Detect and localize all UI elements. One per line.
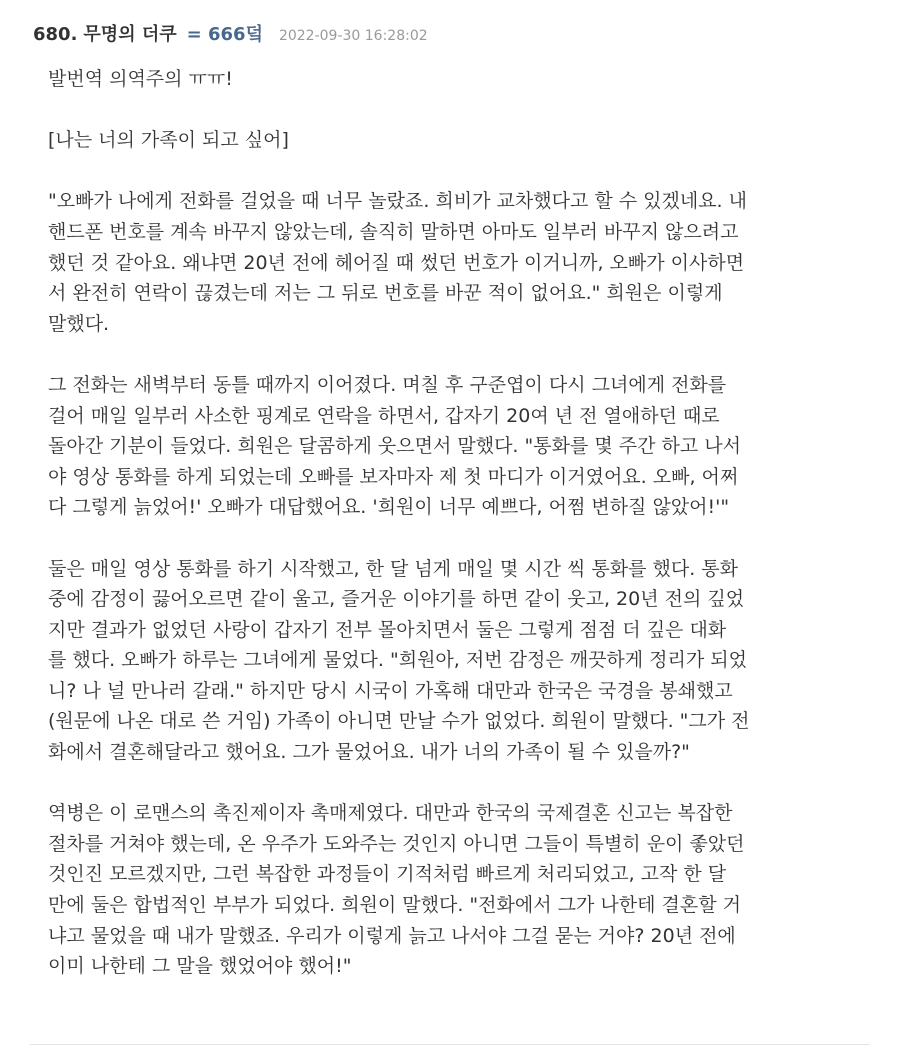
post-paragraph-intro: 발번역 의역주의 ㅠㅠ! xyxy=(48,68,233,90)
post-timestamp: 2022-09-30 16:28:02 xyxy=(278,28,428,44)
post-rating: = 666덬 xyxy=(186,24,263,45)
post-body xyxy=(48,64,878,982)
post-header xyxy=(33,20,428,48)
post-paragraph: 둘은 매일 영상 통화를 하기 시작했고, 한 달 넘게 매일 몇 시간 씩 통화를 했다. 통화 중에 감정이 끓어오르면 같이 울고, 즐거운 이야기를 하면 같이 웃고, 20년 전의 깊었 지만 결과가 없었던 사랑이 갑자기 전부 몰아치면서 둘은 그렇게 점점 더 깊은 대화 를 했다. 오빠가 하루는 그녀에게 물었다. "희원아, 저번 감정은 깨끗하게 정리가 되었 니? 나 널 만나러 갈래." 하지만 당시 시국이 가혹해 대만과 한국은 국경을 봉쇄했고 (원문에 나온 대로 쓴 거임) 가족이 아니면 만날 수가 없었다. 희원이 말했다. "그가 전 화에서 결혼해달라고 했어요. 그가 물었어요. 내가 너의 가족이 될 수 있을까?" xyxy=(48,557,750,764)
post-author: 무명의 더쿠 xyxy=(83,24,177,45)
post-paragraph-title: [나는 너의 가족이 되고 싶어] xyxy=(48,129,289,152)
post-divider xyxy=(30,1044,870,1045)
post-paragraph: "오빠가 나에게 전화를 걸었을 때 너무 놀랐죠. 희비가 교차했다고 할 수 있겠네요. 내 핸드폰 번호를 계속 바꾸지 않았는데, 솔직히 말하면 아마도 일부러 바꾸지 않으려고 했던 것 같아요. 왜냐면 20년 전에 헤어질 때 썼던 번호가 이거니까, 오빠가 이사하면 서 완전히 연락이 끊겼는데 저는 그 뒤로 번호를 바꾼 적이 없어요." 희원은 이렇게 말했다. xyxy=(48,190,747,335)
post-paragraph: 그 전화는 새벽부터 동틀 때까지 이어졌다. 며칠 후 구준엽이 다시 그녀에게 전화를 걸어 매일 일부러 사소한 핑계로 연락을 하면서, 갑자기 20여 년 전 열애하던 때로 돌아간 기분이 들었다. 희원은 달콤하게 웃으면서 말했다. "통화를 몇 주간 하고 나서 야 영상 통화를 하게 되었는데 오빠를 보자마자 제 첫 마디가 이거였어요. 오빠, 어쩌 다 그렇게 늙었어!' 오빠가 대답했어요. '희원이 너무 예쁘다, 어쩜 변하질 않았어!'" xyxy=(48,373,741,519)
post-paragraph: 역병은 이 로맨스의 촉진제이자 촉매제였다. 대만과 한국의 국제결혼 신고는 복잡한 절차를 거쳐야 했는데, 온 우주가 도와주는 것인지 아니면 그들이 특별히 운이 좋았던 것인진 모르겠지만, 그런 복잡한 과정들이 기적처럼 빠르게 처리되었고, 고작 한 달 만에 둘은 합법적인 부부가 되었다. 희원이 말했다. "전화에서 그가 나한테 결혼할 거 냐고 물었을 때 내가 말했죠. 우리가 이렇게 늙고 나서야 그걸 묻는 거야? 20년 전에 이미 나한테 그 말을 했었어야 했어!" xyxy=(48,802,745,978)
post-number[interactable]: 680. xyxy=(33,24,78,45)
